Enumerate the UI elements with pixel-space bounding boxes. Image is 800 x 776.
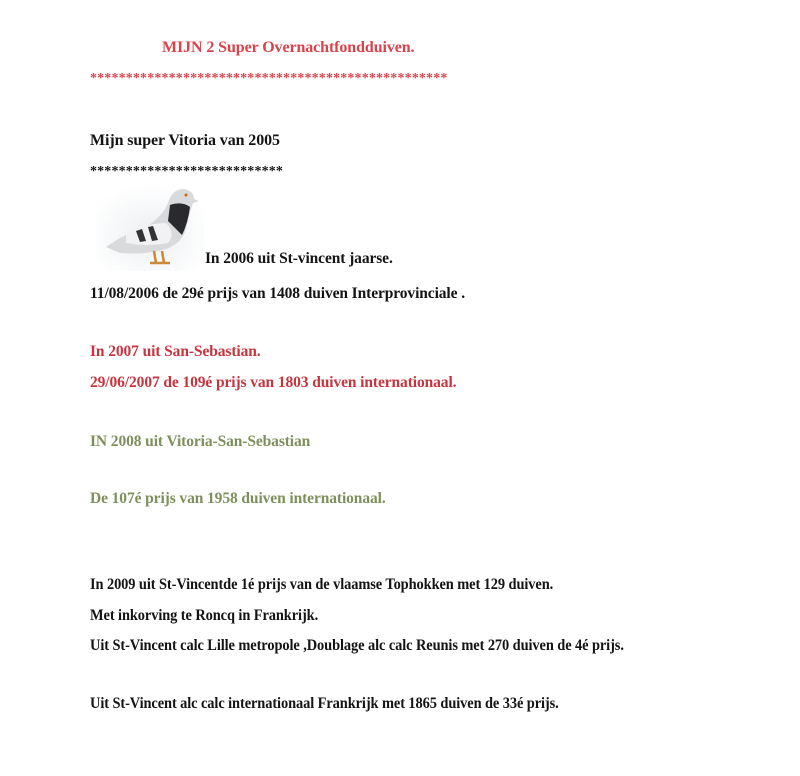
text-line: De 107é prijs van 1958 duiven internationaal. bbox=[90, 490, 386, 507]
text-line: 11/08/2006 de 29é prijs van 1408 duiven Interprovinciale . bbox=[90, 285, 465, 302]
text-line: In 2006 uit St-vincent jaarse. bbox=[205, 250, 393, 267]
text-line: Met inkorving te Roncq in Frankrijk. bbox=[90, 607, 319, 624]
section-heading: Mijn super Vitoria van 2005 bbox=[90, 132, 280, 149]
section-divider: *************************** bbox=[90, 164, 284, 179]
text-line: In 2009 uit St-Vincentde 1é prijs van de vlaamse Tophokken met 129 duiven. bbox=[90, 576, 554, 593]
title-divider: ************************************************** bbox=[90, 71, 448, 86]
text-line: 29/06/2007 de 109é prijs van 1803 duiven internationaal. bbox=[90, 374, 457, 391]
page-title: MIJN 2 Super Overnachtfondduiven. bbox=[162, 39, 415, 56]
text-line: Uit St-Vincent alc calc internationaal Frankrijk met 1865 duiven de 33é prijs. bbox=[90, 695, 559, 712]
pigeon-image bbox=[96, 183, 204, 271]
text-line: IN 2008 uit Vitoria-San-Sebastian bbox=[90, 433, 311, 450]
text-line: In 2007 uit San-Sebastian. bbox=[90, 343, 261, 360]
text-line: Uit St-Vincent calc Lille metropole ,Doublage alc calc Reunis met 270 duiven de 4é prijs. bbox=[90, 637, 624, 654]
